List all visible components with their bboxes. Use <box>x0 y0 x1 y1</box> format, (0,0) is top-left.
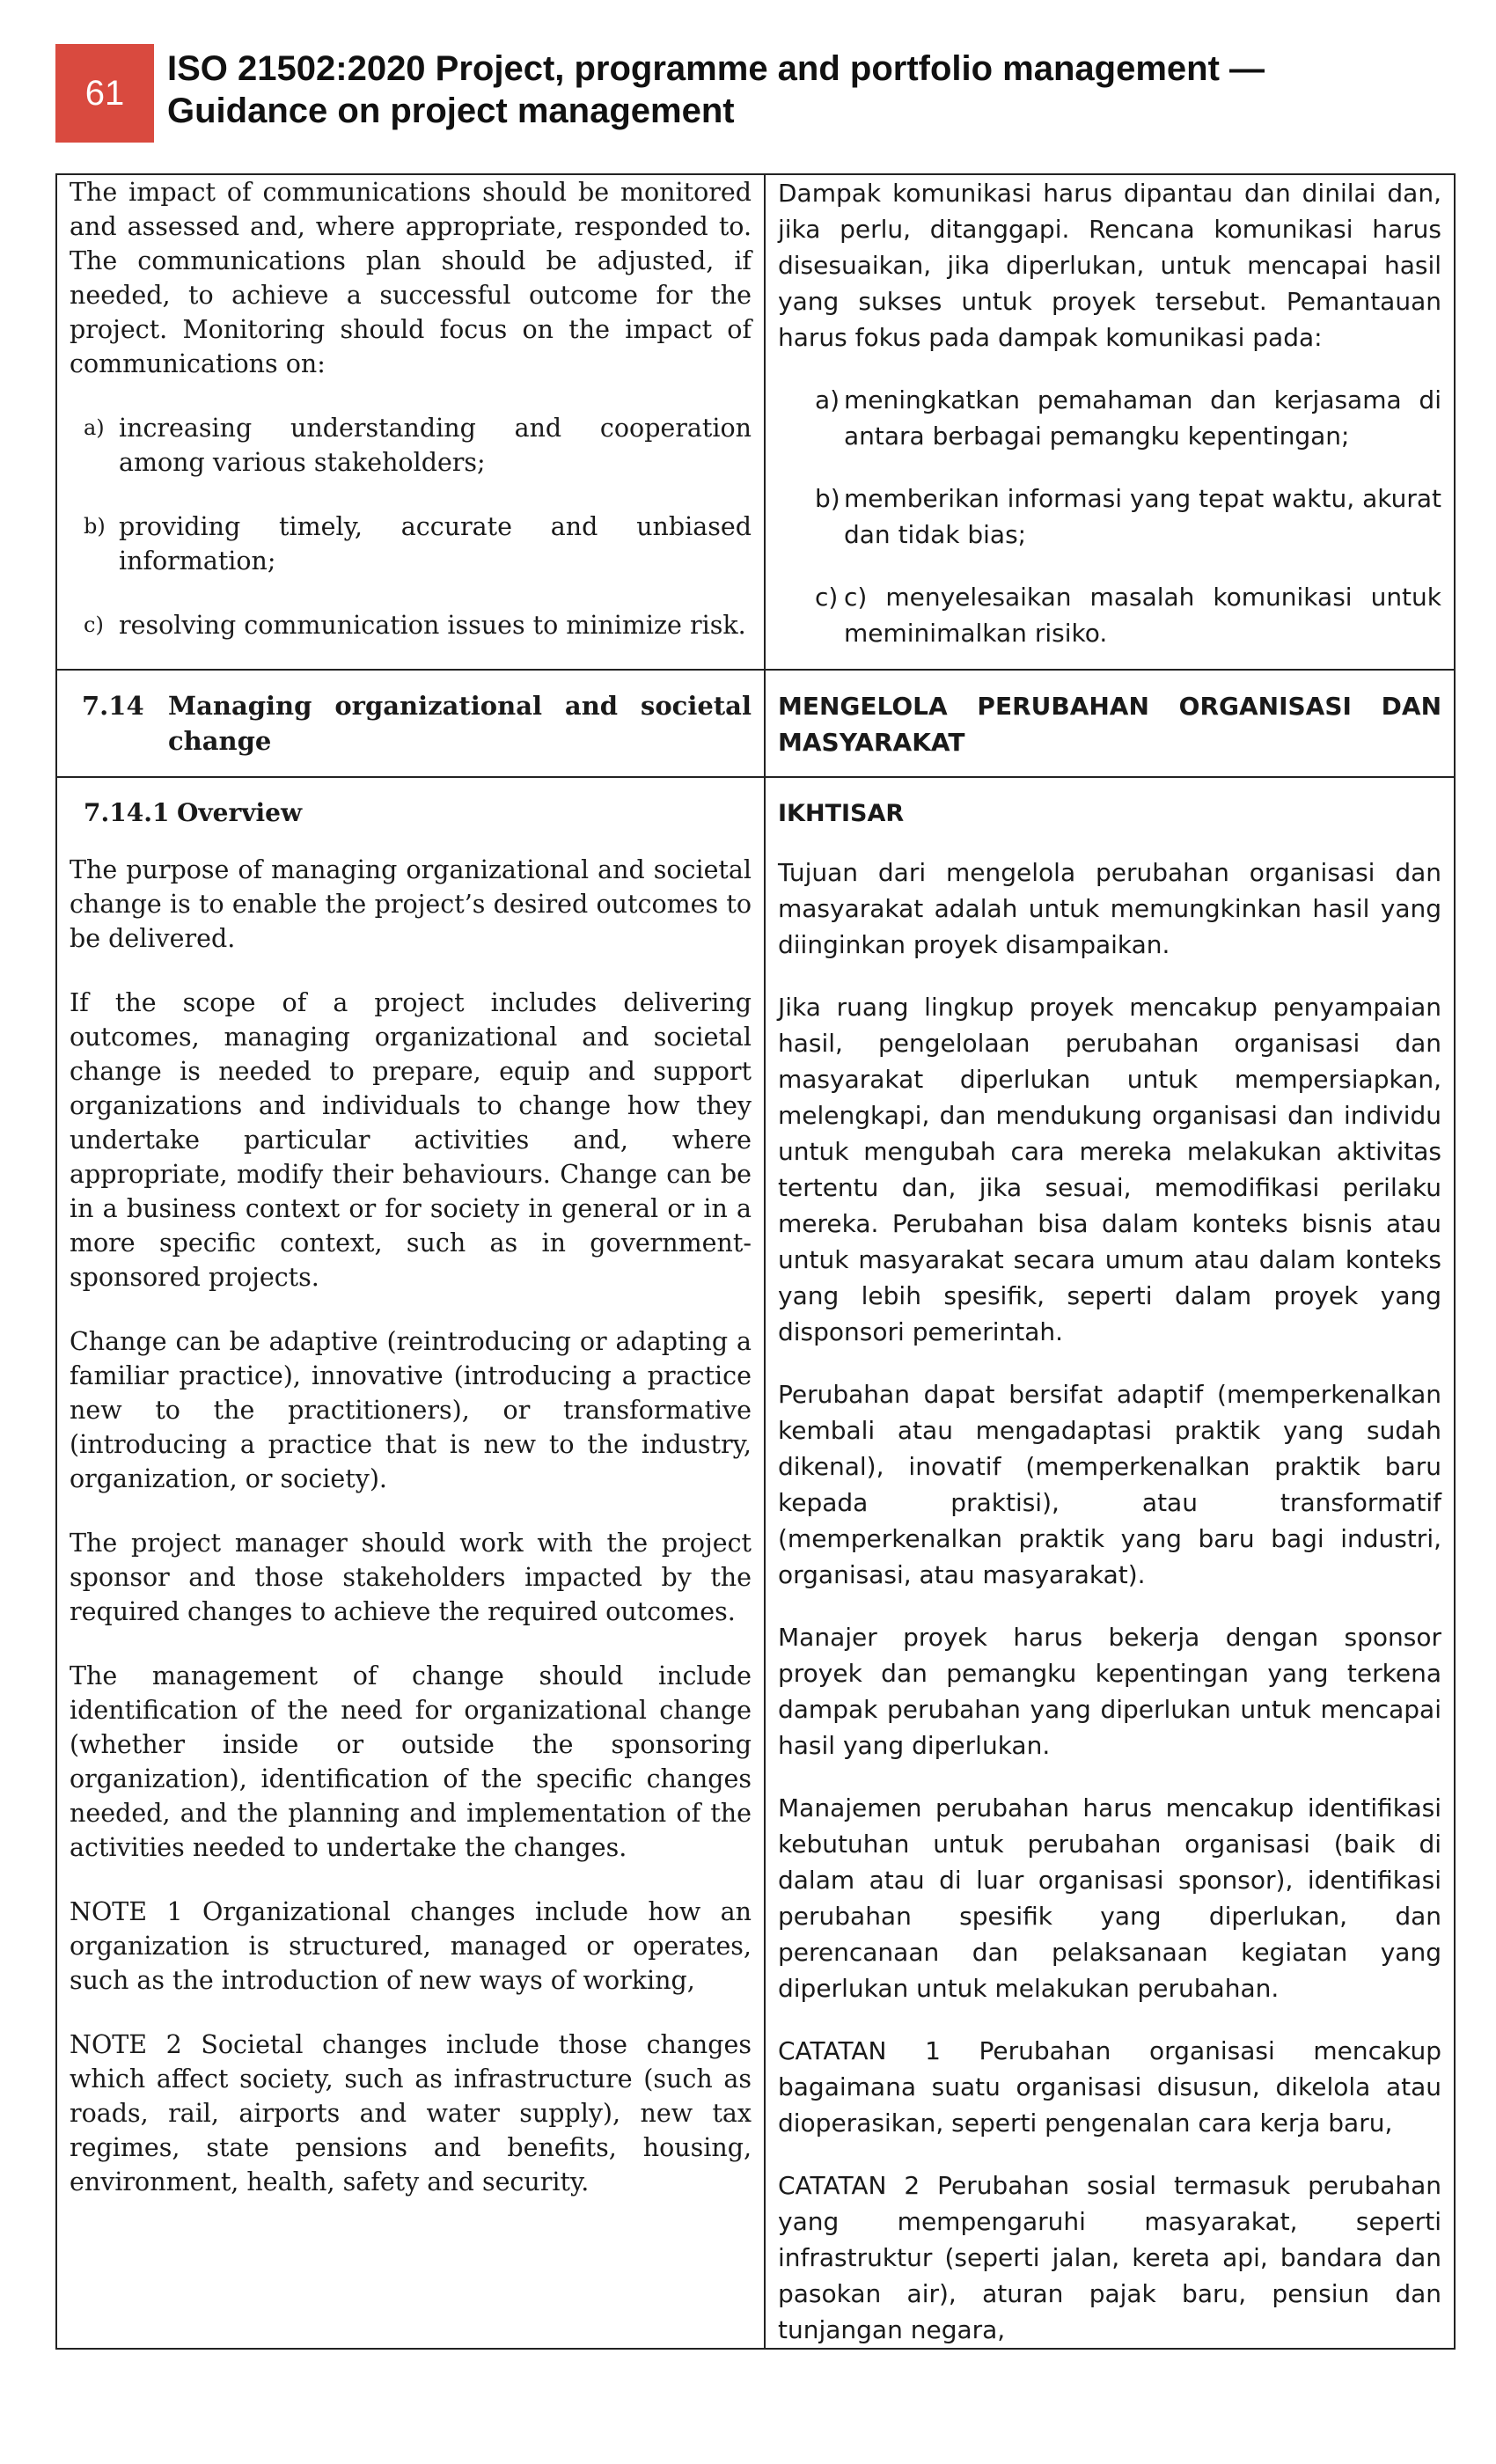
list-item <box>70 608 752 642</box>
list-marker: a) <box>84 415 105 440</box>
list-item-text: c) menyelesaikan masalah komunikasi untuk meminimalkan risiko. <box>844 583 1441 648</box>
english-cell <box>56 174 765 670</box>
list-item-text: providing timely, accurate and unbiased information; <box>119 512 752 576</box>
english-paragraph: The impact of communications should be monitored and assessed and, where appropriate, responded to. The communications plan should be adjusted, if needed, to achieve a successful outcome for the project. Monitoring should focus on the impact of communications on: <box>70 178 752 378</box>
indonesian-note: CATATAN 1 Perubahan organisasi mencakup bagaimana suatu organisasi disusun, dikelola atau dioperasikan, seperti pengenalan cara kerja baru, <box>778 2036 1441 2138</box>
table-row <box>56 174 1455 670</box>
list-item-text: resolving communication issues to minimize risk. <box>119 611 746 640</box>
list-item <box>778 382 1441 454</box>
section-number: 7.14 <box>82 691 144 721</box>
list-marker: c) <box>815 583 839 612</box>
english-note: NOTE 2 Societal changes include those changes which affect society, such as infrastructure (such as roads, rail, airports and water supply), new tax regimes, state pensions and benefits, housing, environment, health, safety and security. <box>70 2030 752 2196</box>
english-paragraph: The project manager should work with the project sponsor and those stakeholders impacted by the required changes to achieve the required outcomes. <box>70 1529 752 1626</box>
english-note: NOTE 1 Organizational changes include how an organization is structured, managed or operates, such as the introduction of new ways of working, <box>70 1897 752 1995</box>
english-cell <box>56 670 765 777</box>
indonesian-cell <box>765 670 1455 777</box>
indonesian-paragraph: Dampak komunikasi harus dipantau dan dinilai dan, jika perlu, ditanggapi. Rencana komunikasi harus disesuaikan, jika diperlukan, untuk mencapai hasil yang sukses untuk proyek tersebut. Pemantauan harus fokus pada dampak komunikasi pada: <box>778 179 1441 352</box>
list-item <box>778 579 1441 651</box>
english-paragraph: The management of change should include identification of the need for organizational change (whether inside or outside the sponsoring organization), identification of the specific changes needed, and the planning and implementation of the activities needed to undertake the changes. <box>70 1661 752 1862</box>
list-marker: a) <box>815 385 840 414</box>
list-marker: b) <box>815 484 840 513</box>
indonesian-paragraph: Perubahan dapat bersifat adaptif (memperkenalkan kembali atau mengadaptasi praktik yang sudah dikenal), inovatif (memperkenalkan praktik baru kepada praktisi), atau transformatif (memperkenalkan praktik yang baru bagi industri, organisasi, atau masyarakat). <box>778 1380 1441 1589</box>
indonesian-cell <box>765 777 1455 2349</box>
table-row <box>56 670 1455 777</box>
subsection-title-translation: IKHTISAR <box>778 800 905 827</box>
page-number: 61 <box>84 73 125 113</box>
indonesian-list <box>778 382 1441 651</box>
english-paragraph: The purpose of managing organizational and societal change is to enable the project’s desired outcomes to be delivered. <box>70 855 752 953</box>
indonesian-paragraph: Manajer proyek harus bekerja dengan sponsor proyek dan pemangku kepentingan yang terkena dampak perubahan yang diperlukan untuk mencapai hasil yang diperlukan. <box>778 1623 1441 1760</box>
document-title-line-2: Guidance on project management <box>167 92 735 130</box>
document-title-line-1: ISO 21502:2020 Project, programme and portfolio management — <box>167 49 1265 88</box>
indonesian-paragraph: Tujuan dari mengelola perubahan organisasi dan masyarakat adalah untuk memungkinkan hasil yang diinginkan proyek disampaikan. <box>778 858 1441 959</box>
list-marker: c) <box>84 612 104 637</box>
section-title: Managing organizational and societal change <box>168 691 752 756</box>
english-cell <box>56 777 765 2349</box>
document-title <box>167 48 1443 132</box>
list-item-text: meningkatkan pemahaman dan kerjasama di antara berbagai pemangku kepentingan; <box>844 385 1441 451</box>
list-item-text: increasing understanding and cooperation among various stakeholders; <box>119 414 752 477</box>
section-title-translation: MENGELOLA PERUBAHAN ORGANISASI DAN MASYARAKAT <box>778 692 1441 757</box>
table-row <box>56 777 1455 2349</box>
english-list <box>70 411 752 642</box>
indonesian-cell <box>765 174 1455 670</box>
indonesian-note: CATATAN 2 Perubahan sosial termasuk perubahan yang mempengaruhi masyarakat, seperti infrastruktur (seperti jalan, kereta api, bandara dan pasokan air), aturan pajak baru, pensiun dan tunjangan negara, <box>778 2171 1441 2344</box>
list-item <box>778 480 1441 553</box>
bilingual-table <box>55 173 1456 2350</box>
english-paragraph: If the scope of a project includes delivering outcomes, managing organizational and societal change is needed to prepare, equip and support organizations and individuals to change how they undertake particular activities and, where appropriate, modify their behaviours. Change can be in a business context or for society in general or in a more specific context, such as in government-sponsored projects. <box>70 988 752 1292</box>
subsection-title: Overview <box>177 798 303 827</box>
list-item <box>70 411 752 480</box>
page-number-badge <box>55 44 154 143</box>
list-item-text: memberikan informasi yang tepat waktu, akurat dan tidak bias; <box>844 484 1441 549</box>
list-marker: b) <box>84 514 106 539</box>
subsection-heading <box>70 796 752 830</box>
subsection-number: 7.14.1 <box>84 798 170 827</box>
indonesian-paragraph: Manajemen perubahan harus mencakup identifikasi kebutuhan untuk perubahan organisasi (baik di dalam atau di luar organisasi sponsor), identifikasi perubahan spesifik yang diperlukan, dan perencanaan dan pelaksanaan kegiatan yang diperlukan untuk melakukan perubahan. <box>778 1793 1441 2003</box>
list-item <box>70 510 752 578</box>
english-paragraph: Change can be adaptive (reintroducing or adapting a familiar practice), innovative (introducing a practice new to the practitioners), or transformative (introducing a practice that is new to the industry, organization, or society). <box>70 1327 752 1493</box>
indonesian-paragraph: Jika ruang lingkup proyek mencakup penyampaian hasil, pengelolaan perubahan organisasi dan masyarakat diperlukan untuk mempersiapkan, melengkapi, dan mendukung organisasi dan individu untuk mengubah cara mereka melakukan aktivitas tertentu dan, jika sesuai, memodifikasi perilaku mereka. Perubahan bisa dalam konteks bisnis atau untuk masyarakat secara umum atau dalam konteks yang lebih spesifik, seperti dalam proyek yang disponsori pemerintah. <box>778 993 1441 1346</box>
section-heading <box>70 688 752 759</box>
